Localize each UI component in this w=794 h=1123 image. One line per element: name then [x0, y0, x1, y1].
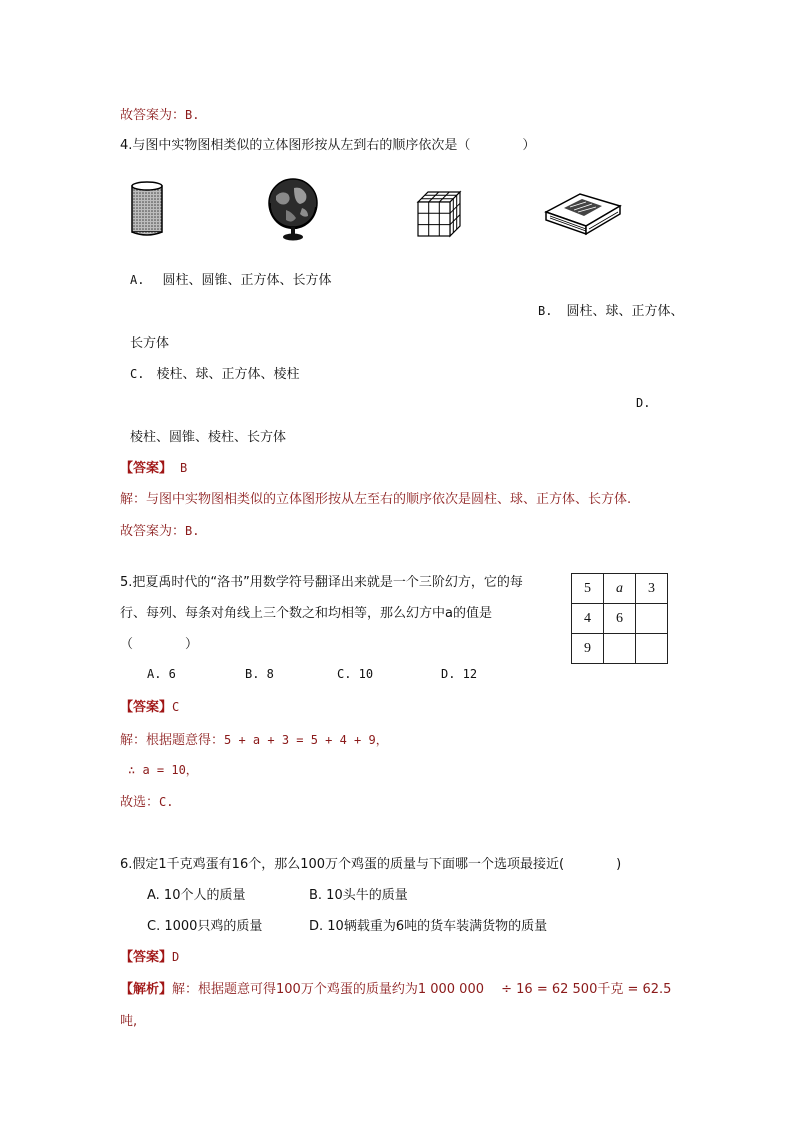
magic-cell: 3	[636, 574, 668, 604]
q5-stem-line1: 5.把夏禹时代的“洛书”用数学符号翻译出来就是一个三阶幻方，它的每	[120, 575, 523, 590]
magic-square	[571, 573, 668, 664]
q5-stem-line3: （ ）	[120, 637, 199, 652]
q4-answer	[120, 457, 187, 476]
magic-cell	[604, 634, 636, 664]
answer-tag: 【答案】	[120, 700, 173, 715]
q4-option-d: 棱柱、圆锥、棱柱、长方体	[130, 430, 287, 445]
q4-conclusion	[120, 520, 199, 539]
q4-stem: 4.与图中实物图相类似的立体图形按从左到右的顺序依次是（ ）	[120, 138, 536, 153]
q4-option-c	[130, 363, 299, 382]
q4-option-a	[130, 269, 331, 288]
conclusion-value: B.	[185, 108, 200, 122]
option-label: C.	[130, 367, 145, 381]
q5-option-c: C. 10	[337, 667, 374, 681]
q6-stem: 6.假定1千克鸡蛋有16个，那么100万个鸡蛋的质量与下面哪一个选项最接近( )	[120, 857, 622, 872]
magic-cell	[636, 604, 668, 634]
conclusion-value: B.	[185, 524, 200, 538]
q6-option-b: B. 10头牛的质量	[309, 888, 408, 903]
q5-conclusion	[120, 791, 173, 810]
answer-value: B	[180, 461, 188, 475]
q4-option-d-label: D.	[636, 396, 651, 410]
option-text: 圆柱、球、正方体、	[566, 304, 684, 319]
magic-cell: 5	[572, 574, 604, 604]
conclusion-prefix: 故答案为：	[120, 524, 186, 539]
analysis-text: 解：根据题意可得100万个鸡蛋的质量约为1 000 000 ÷ 16 = 62 500千克 = 62.5	[172, 982, 672, 997]
q4-option-b-cont: 长方体	[130, 336, 170, 351]
conclusion-value: C.	[159, 795, 174, 809]
q5-solution	[120, 729, 388, 748]
answer-tag: 【答案】	[120, 950, 173, 965]
q5-option-d: D. 12	[441, 667, 478, 681]
magic-cell: 4	[572, 604, 604, 634]
solution-prefix: 解：根据题意得：	[120, 733, 225, 748]
q4-solution: 解：与图中实物图相类似的立体图形按从左至右的顺序依次是圆柱、球、正方体、长方体.	[120, 492, 632, 507]
globe-image	[264, 176, 322, 242]
q4-option-b	[538, 300, 683, 319]
conclusion-prefix: 故选：	[120, 795, 160, 810]
option-label: A.	[130, 273, 145, 287]
q5-answer	[120, 696, 179, 715]
q6-analysis-cont: 吨,	[120, 1014, 138, 1029]
q6-answer	[120, 946, 179, 965]
analysis-tag: 【解析】	[120, 982, 173, 997]
answer-value: D	[172, 950, 180, 964]
magic-cell: a	[604, 574, 636, 604]
q6-analysis	[120, 978, 671, 997]
answer-value: C	[172, 700, 180, 714]
cube-image	[416, 190, 462, 238]
book-image	[544, 190, 622, 236]
magic-cell: 6	[604, 604, 636, 634]
magic-cell	[636, 634, 668, 664]
q6-option-d: D. 10辆载重为6吨的货车装满货物的质量	[309, 919, 548, 934]
solution-expression: 5 + a + 3 = 5 + 4 + 9，	[224, 733, 388, 747]
q5-stem-line2: 行、每列、每条对角线上三个数之和均相等，那么幻方中a的值是	[120, 606, 492, 621]
conclusion-prefix: 故答案为：	[120, 108, 186, 123]
q6-option-a: A. 10个人的质量	[147, 888, 246, 903]
q3-conclusion	[120, 104, 199, 123]
q5-option-a: A. 6	[147, 667, 176, 681]
option-text: 棱柱、球、正方体、棱柱	[156, 367, 300, 382]
answer-tag: 【答案】	[120, 461, 173, 476]
q6-option-c: C. 1000只鸡的质量	[147, 919, 263, 934]
q5-therefore: ∴ a = 10，	[128, 763, 198, 777]
magic-cell: 9	[572, 634, 604, 664]
option-text: 圆柱、圆锥、正方体、长方体	[162, 273, 332, 288]
q5-option-b: B. 8	[245, 667, 274, 681]
option-label: B.	[538, 304, 553, 318]
cylinder-image	[130, 180, 164, 238]
